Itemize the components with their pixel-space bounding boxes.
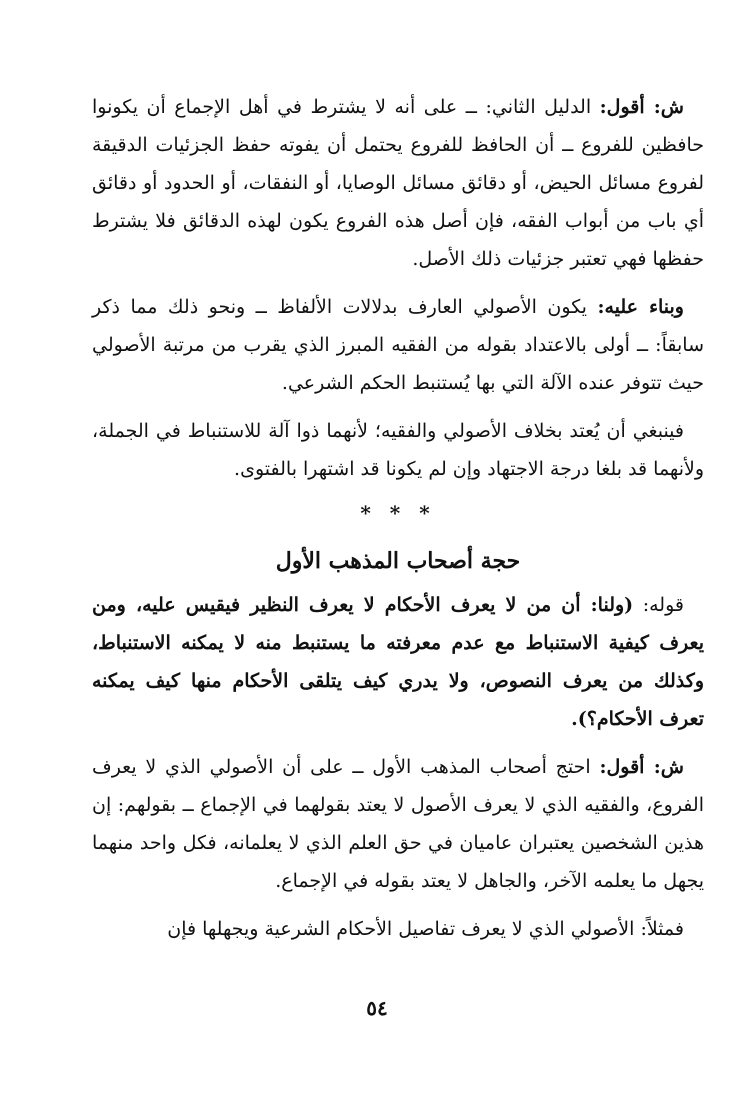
paragraph-1 bbox=[92, 88, 704, 278]
page-number: ٥٤ bbox=[366, 996, 388, 1020]
paragraph-5 bbox=[92, 910, 704, 948]
paragraph-text: فمثلاً: الأصولي الذي لا يعرف تفاصيل الأحكام الشرعية ويجهلها فإن bbox=[167, 918, 684, 940]
paragraph-text: الدليل الثاني: ــ على أنه لا يشترط في أهل الإجماع أن يكونوا حافظين للفروع ــ أن الحافظ للفروع يحتمل أن يفوته حفظ الجزئيات الدقيقة لفروع مسائل الحيض، أو دقائق مسائل الوصايا، أو النفقات، أو الحدود أو دقائق أي باب من أبواب الفقه، فإن أصل هذه الفروع يكون لهذه الدقائق فلا يشترط حفظها فهي تعتبر جزئيات ذلك الأصل. bbox=[92, 96, 704, 270]
paragraph-text: احتج أصحاب المذهب الأول ــ على أن الأصولي الذي لا يعرف الفروع، والفقيه الذي لا يعرف الأصول لا يعتد بقولهما في الإجماع ــ بقولهم: إن هذين الشخصين يعتبران عاميان في حق العلم الذي لا يعلمانه، فكل واحد منهما يجهل ما يعلمه الآخر، والجاهل لا يعتد بقوله في الإجماع. bbox=[92, 756, 704, 892]
paragraph-2 bbox=[92, 288, 704, 402]
quote-body: (ولنا: أن من لا يعرف الأحكام لا يعرف النظير فيقيس عليه، ومن يعرف كيفية الاستنباط مع عدم معرفته ما يستنبط منه لا يمكنه الاستنباط، وكذلك من يعرف النصوص، ولا يدري كيف يتلقى الأحكام منها كيف يمكنه تعرف الأحكام؟). bbox=[92, 594, 704, 730]
section-separator: * * * bbox=[360, 501, 436, 525]
paragraph-lead: ش: أقول: bbox=[599, 96, 684, 118]
paragraph-3 bbox=[92, 412, 704, 488]
paragraph-4 bbox=[92, 748, 704, 900]
quoted-text bbox=[92, 586, 704, 738]
section-heading: حجة أصحاب المذهب الأول bbox=[275, 548, 521, 574]
paragraph-lead: ش: أقول: bbox=[599, 756, 684, 778]
paragraph-lead: وبناء عليه: bbox=[597, 296, 684, 318]
paragraph-text: فينبغي أن يُعتد بخلاف الأصولي والفقيه؛ لأنهما ذوا آلة للاستنباط في الجملة، ولأنهما قد بلغا درجة الاجتهاد وإن لم يكونا قد اشتهرا بالفتوى. bbox=[92, 420, 704, 480]
page-body bbox=[92, 88, 704, 958]
paragraph-text: يكون الأصولي العارف بدلالات الألفاظ ــ ونحو ذلك مما ذكر سابقاً: ــ أولى بالاعتداد بقوله من الفقيه المبرز الذي يقرب من مرتبة الأصولي حيث تتوفر عنده الآلة التي بها يُستنبط الحكم الشرعي. bbox=[92, 296, 704, 394]
quote-lead: قوله: bbox=[633, 594, 684, 616]
